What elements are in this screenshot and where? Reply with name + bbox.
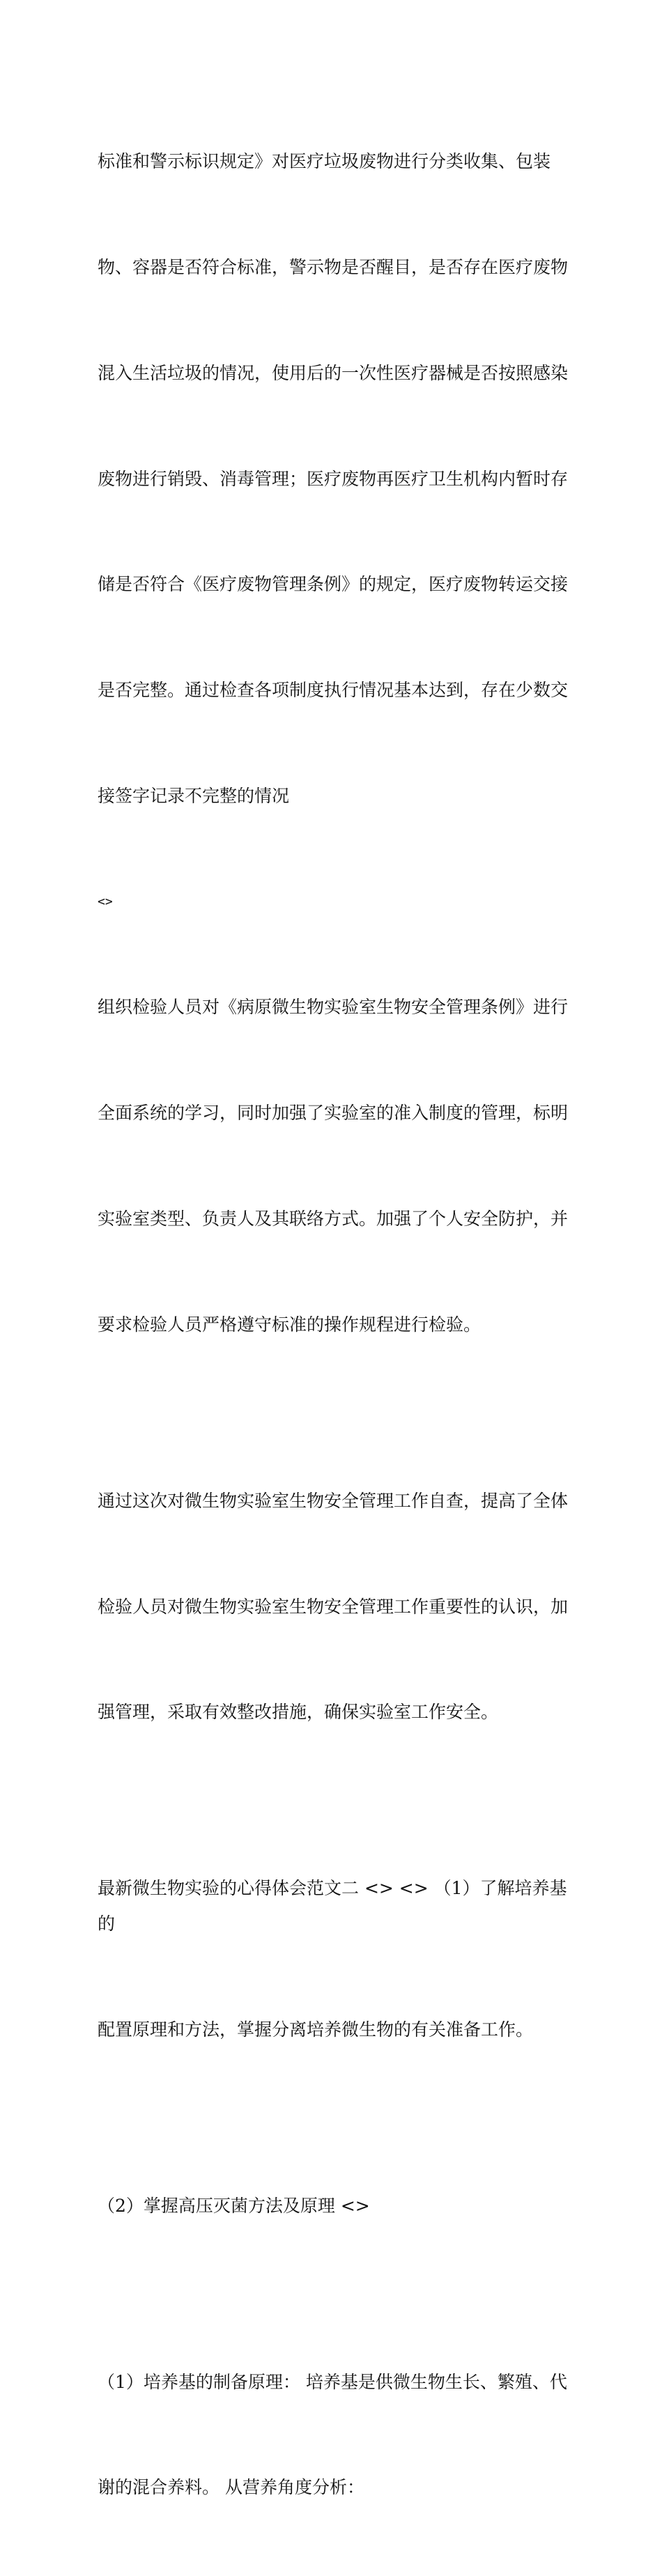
text-line: （1）培养基的制备原理： 培养基是供微生物生长、繁殖、代 bbox=[98, 2371, 567, 2392]
paragraph-sterilization bbox=[98, 2118, 571, 2294]
text-line: 谢的混合养料。 从营养角度分析： bbox=[98, 2477, 364, 2498]
text-line: 混入生活垃圾的情况，使用后的一次性医疗器械是否按照感染 bbox=[98, 362, 569, 383]
text-line: 物、容器是否符合标准，警示物是否醒目，是否存在医疗废物 bbox=[98, 256, 569, 277]
text-line: 实验室类型、负责人及其联络方式。加强了个人安全防护，并 bbox=[98, 1209, 569, 1229]
text-line: 通过这次对微生物实验室生物安全管理工作自查，提高了全体 bbox=[98, 1490, 569, 1511]
paragraph-medium-principle bbox=[98, 2294, 571, 2576]
text-line: 最新微生物实验的心得体会范文二 <> <> （1）了解培养基的 bbox=[98, 1878, 567, 1934]
paragraph-lab-training bbox=[98, 920, 571, 1413]
text-line: 要求检验人员严格遵守标准的操作规程进行检验。 bbox=[98, 1314, 482, 1335]
paragraph-waste-inspection bbox=[98, 74, 571, 885]
text-line: 组织检验人员对《病原微生物实验室生物安全管理条例》进行 bbox=[98, 997, 569, 1018]
paragraph-sample-essay-two bbox=[98, 1801, 571, 2118]
text-line: 配置原理和方法，掌握分离培养微生物的有关准备工作。 bbox=[98, 2019, 534, 2040]
document-body bbox=[98, 74, 571, 2576]
text-line: 强管理，采取有效整改措施，确保实验室工作安全。 bbox=[98, 1702, 499, 1723]
text-line: 接签字记录不完整的情况 bbox=[98, 785, 290, 806]
text-line: （2）掌握高压灭菌方法及原理 <> bbox=[98, 2195, 370, 2216]
text-line: 储是否符合《医疗废物管理条例》的规定，医疗废物转运交接 bbox=[98, 574, 569, 595]
text-line: 废物进行销毁、消毒管理；医疗废物再医疗卫生机构内暂时存 bbox=[98, 468, 569, 489]
text-line: 全面系统的学习，同时加强了实验室的准入制度的管理，标明 bbox=[98, 1103, 569, 1124]
paragraph-self-inspection bbox=[98, 1413, 571, 1801]
text-line: 是否完整。通过检查各项制度执行情况基本达到，存在少数交 bbox=[98, 680, 569, 701]
text-line: 标准和警示标识规定》对医疗垃圾废物进行分类收集、包装 bbox=[98, 151, 551, 172]
section-marker: <> bbox=[98, 894, 113, 909]
text-line: 检验人员对微生物实验室生物安全管理工作重要性的认识，加 bbox=[98, 1596, 569, 1617]
